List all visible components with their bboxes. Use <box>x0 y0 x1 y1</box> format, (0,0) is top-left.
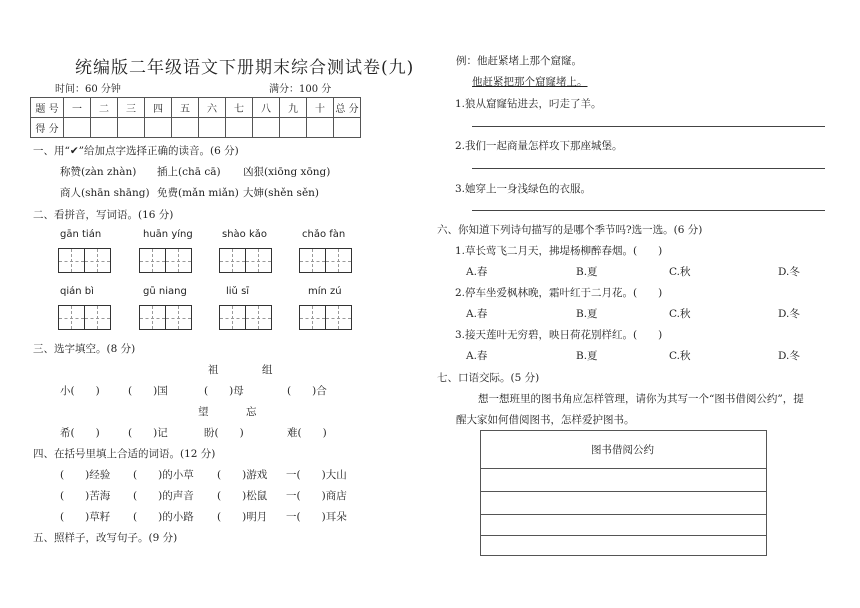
q2-pinyin: liǔ sī <box>226 286 250 297</box>
score-input-cell[interactable] <box>64 118 91 138</box>
q6-option[interactable]: B.夏 <box>576 308 598 320</box>
score-cell: 三 <box>118 98 145 118</box>
q2-pinyin: huān yíng <box>143 229 193 240</box>
q2-title: 二、看拼音，写词语。(16 分) <box>33 209 174 221</box>
writing-grid[interactable] <box>219 248 272 273</box>
writing-grid[interactable] <box>139 248 192 273</box>
q6-option[interactable]: D.冬 <box>778 350 800 362</box>
q6-option[interactable]: A.春 <box>466 350 488 362</box>
writing-grid[interactable] <box>299 305 352 330</box>
q4-blank[interactable]: ( )草籽 <box>60 511 111 523</box>
score-table-score-row <box>31 118 361 138</box>
q4-blank[interactable]: 一( )耳朵 <box>286 511 347 523</box>
answer-line[interactable] <box>472 168 825 169</box>
score-cell: 总 分 <box>334 98 361 118</box>
q7-instruction: 醒大家如何借阅图书，怎样爱护图书。 <box>456 414 635 426</box>
q3-blank[interactable]: 小( ) <box>60 385 100 397</box>
score-input-cell[interactable] <box>253 118 280 138</box>
q5-example-answer: 他赶紧把那个窟窿堵上。 <box>472 76 588 88</box>
q1-item[interactable]: 凶狠(xiōng xōng) <box>243 166 331 178</box>
q6-title: 六、你知道下列诗句描写的是哪个季节吗?选一选。(6 分) <box>437 224 703 236</box>
q3-blank[interactable]: ( )合 <box>287 385 327 397</box>
score-input-cell[interactable] <box>280 118 307 138</box>
q6-option[interactable]: B.夏 <box>576 350 598 362</box>
q6-question: 1.草长莺飞二月天，拂堤杨柳醉春烟。( ) <box>455 245 663 257</box>
q2-pinyin: mín zú <box>308 286 342 297</box>
q6-option[interactable]: D.冬 <box>778 266 800 278</box>
q1-title: 一、用“✔”给加点字选择正确的读音。(6 分) <box>33 145 239 157</box>
score-input-cell[interactable] <box>199 118 226 138</box>
q3-char: 祖 <box>208 364 219 376</box>
q1-item[interactable]: 商人(shān shāng) <box>60 187 150 199</box>
q2-pinyin: qián bì <box>60 286 94 297</box>
q6-option[interactable]: D.冬 <box>778 308 800 320</box>
q5-item: 3.她穿上一身浅绿色的衣服。 <box>455 183 592 195</box>
writing-grid[interactable] <box>58 305 111 330</box>
score-cell: 七 <box>226 98 253 118</box>
writing-grid[interactable] <box>58 248 111 273</box>
q6-option[interactable]: B.夏 <box>576 266 598 278</box>
q6-option[interactable]: A.春 <box>466 308 488 320</box>
box-row-line <box>481 514 766 515</box>
q2-pinyin: gān tián <box>60 229 102 240</box>
q1-item[interactable]: 免费(mǎn miǎn) <box>157 187 239 199</box>
box-title: 图书借阅公约 <box>591 444 654 456</box>
score-cell: 五 <box>172 98 199 118</box>
q2-pinyin: shào kǎo <box>222 229 268 240</box>
q2-pinyin: chǎo fàn <box>302 229 346 240</box>
q5-item: 2.我们一起商量怎样攻下那座城堡。 <box>455 140 623 152</box>
q3-blank[interactable]: ( )母 <box>204 385 244 397</box>
writing-grid[interactable] <box>219 305 272 330</box>
score-cell: 题 号 <box>31 98 64 118</box>
q6-option[interactable]: C.秋 <box>669 350 691 362</box>
library-rules-box[interactable] <box>480 430 767 556</box>
q1-item[interactable]: 插上(chā cā) <box>157 166 221 178</box>
writing-grid[interactable] <box>139 305 192 330</box>
q6-option[interactable]: A.春 <box>466 266 488 278</box>
page-title: 统编版二年级语文下册期末综合测试卷(九) <box>75 58 415 78</box>
score-cell: 四 <box>145 98 172 118</box>
score-cell: 十 <box>307 98 334 118</box>
box-row-line <box>481 468 766 469</box>
score-cell: 八 <box>253 98 280 118</box>
score-input-cell[interactable] <box>307 118 334 138</box>
writing-grid[interactable] <box>299 248 352 273</box>
q4-blank[interactable]: ( )苦海 <box>60 490 111 502</box>
q1-item[interactable]: 大婶(shěn sěn) <box>243 187 320 199</box>
score-input-cell[interactable] <box>145 118 172 138</box>
q3-char: 望 <box>198 406 209 418</box>
score-table <box>30 97 361 138</box>
score-input-cell[interactable] <box>226 118 253 138</box>
q4-blank[interactable]: 一( )商店 <box>286 490 347 502</box>
q4-blank[interactable]: ( )经验 <box>60 469 111 481</box>
q7-instruction: 想一想班里的图书角应怎样管理，请你为其写一个“图书借阅公约”，提 <box>478 393 804 405</box>
q4-title: 四、在括号里填上合适的词语。(12 分) <box>33 448 216 460</box>
q6-option[interactable]: C.秋 <box>669 308 691 320</box>
q7-title: 七、口语交际。(5 分) <box>437 372 540 384</box>
q3-blank[interactable]: 盼( ) <box>204 427 244 439</box>
q3-blank[interactable]: 希( ) <box>60 427 100 439</box>
exam-time: 时间：60 分钟 <box>55 84 121 95</box>
q4-blank[interactable]: ( )松鼠 <box>217 490 268 502</box>
score-cell: 九 <box>280 98 307 118</box>
q3-char: 忘 <box>246 406 257 418</box>
box-row-line <box>481 491 766 492</box>
score-input-cell[interactable] <box>334 118 361 138</box>
score-input-cell[interactable] <box>91 118 118 138</box>
q4-blank[interactable]: 一( )大山 <box>286 469 347 481</box>
score-table-header-row <box>31 98 361 118</box>
q5-title: 五、照样子，改写句子。(9 分) <box>33 532 178 544</box>
full-score: 满分：100 分 <box>269 84 332 95</box>
q2-pinyin: gū niang <box>143 286 187 297</box>
q5-item: 1.狼从窟窿钻进去，叼走了羊。 <box>455 98 602 110</box>
q4-blank[interactable]: ( )的小草 <box>133 469 194 481</box>
score-cell: 六 <box>199 98 226 118</box>
answer-line[interactable] <box>472 126 825 127</box>
q6-option[interactable]: C.秋 <box>669 266 691 278</box>
q4-blank[interactable]: ( )明月 <box>217 511 268 523</box>
score-input-cell[interactable] <box>172 118 199 138</box>
q3-title: 三、选字填空。(8 分) <box>33 343 136 355</box>
q5-example: 例：他赶紧堵上那个窟窿。 <box>456 55 582 67</box>
q3-char: 组 <box>262 364 273 376</box>
q3-blank[interactable]: ( )记 <box>128 427 168 439</box>
answer-line[interactable] <box>472 210 825 211</box>
score-cell: 一 <box>64 98 91 118</box>
score-input-cell[interactable] <box>118 118 145 138</box>
q6-question: 2.停车坐爱枫林晚，霜叶红于二月花。( ) <box>455 287 663 299</box>
score-cell: 二 <box>91 98 118 118</box>
q1-item[interactable]: 称赞(zàn zhàn) <box>60 166 137 178</box>
q4-blank[interactable]: ( )的声音 <box>133 490 194 502</box>
q4-blank[interactable]: ( )的小路 <box>133 511 194 523</box>
q4-blank[interactable]: ( )游戏 <box>217 469 268 481</box>
score-cell: 得 分 <box>31 118 64 138</box>
q3-blank[interactable]: ( )国 <box>128 385 168 397</box>
q3-blank[interactable]: 难( ) <box>287 427 327 439</box>
box-row-line <box>481 535 766 536</box>
q6-question: 3.接天莲叶无穷碧，映日荷花别样红。( ) <box>455 329 663 341</box>
